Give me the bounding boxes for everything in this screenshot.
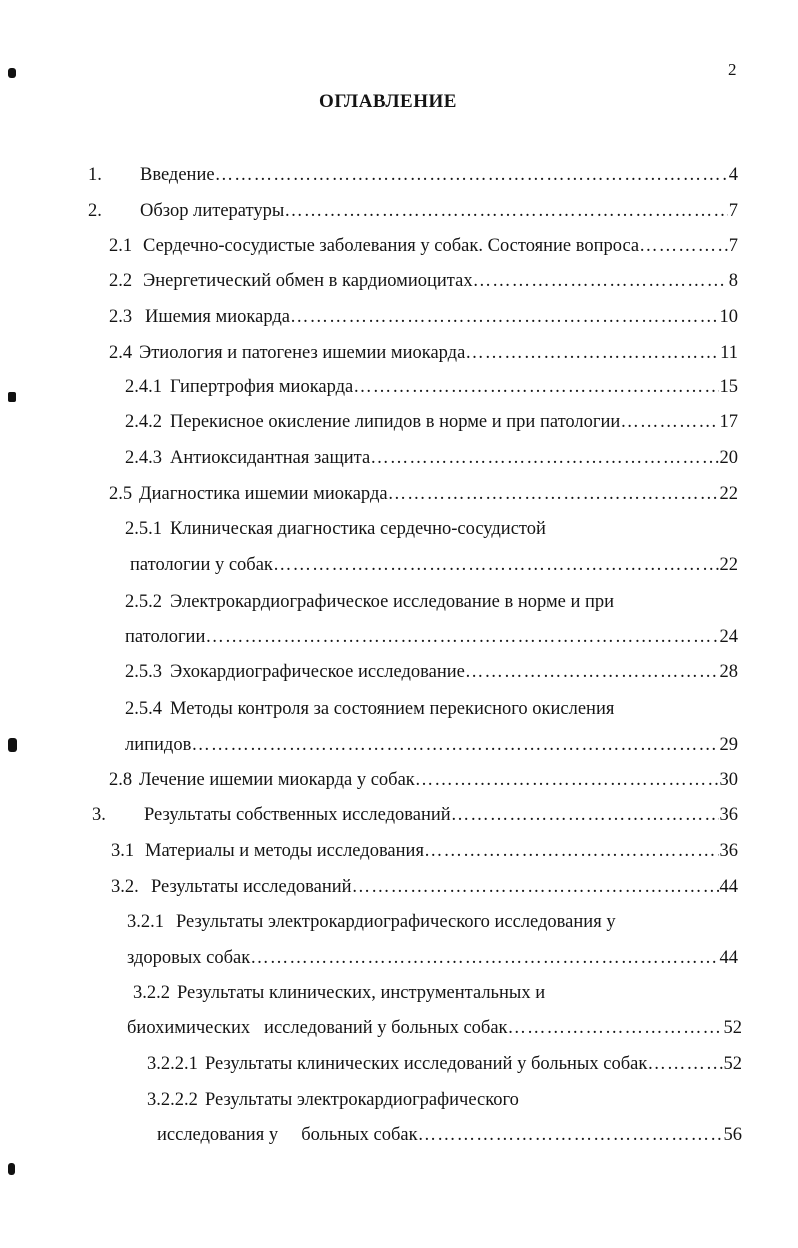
toc-entry <box>92 802 738 828</box>
toc-entry <box>111 838 738 864</box>
toc-entry-page: 7 <box>728 236 738 256</box>
toc-entry-page: 28 <box>719 662 738 682</box>
toc-entry-number: 3.2.2.1 <box>147 1054 198 1074</box>
toc-entry <box>125 659 738 685</box>
toc-entry <box>88 198 738 224</box>
dot-leader <box>451 802 719 828</box>
toc-entry-title-cont: исследования у больных собак <box>157 1125 418 1145</box>
dot-leader <box>352 874 719 900</box>
toc-entry <box>147 1051 742 1077</box>
toc-entry-title: Сердечно-сосудистые заболевания у собак. Состояние вопроса <box>143 236 640 256</box>
toc-entry-title: Диагностика ишемии миокарда <box>139 484 388 504</box>
toc-entry-title: Перекисное окисление липидов в норме и при патологии <box>170 412 621 432</box>
toc-entry-continuation <box>125 732 738 758</box>
dot-leader <box>370 445 718 471</box>
dot-leader <box>273 552 719 578</box>
toc-entry-title-cont: биохимических исследований у больных собак <box>127 1018 508 1038</box>
dot-leader <box>465 659 719 685</box>
toc-entry <box>125 374 738 400</box>
toc-entry-number: 3.2.2.2 <box>147 1090 198 1110</box>
toc-entry <box>133 980 738 1006</box>
toc-entry-title: Эхокардиографическое исследование <box>170 662 465 682</box>
toc-entry-number: 2.5.4 <box>125 699 162 719</box>
dot-leader <box>508 1015 723 1041</box>
toc-entry-continuation <box>127 945 738 971</box>
toc-entry-title: Результаты исследований <box>151 877 352 897</box>
toc-entry <box>109 340 738 366</box>
dot-leader <box>418 1122 723 1148</box>
toc-entry-number: 2.5.3 <box>125 662 162 682</box>
dot-leader <box>473 268 728 294</box>
toc-entry-number: 2. <box>88 201 102 221</box>
toc-entry-title-cont: патологии <box>125 627 206 647</box>
toc-entry <box>109 233 738 259</box>
toc-entry <box>125 516 738 542</box>
toc-entry-number: 2.4.2 <box>125 412 162 432</box>
dot-leader <box>215 162 728 188</box>
toc-entry-continuation <box>125 624 738 650</box>
toc-entry <box>109 304 738 330</box>
dot-leader <box>250 945 718 971</box>
dot-leader <box>424 838 719 864</box>
toc-entry-title: Ишемия миокарда <box>145 307 290 327</box>
toc-entry-number: 2.5.1 <box>125 519 162 539</box>
toc-entry-title: Результаты клинических, инструментальных и <box>177 983 546 1003</box>
scan-mark <box>8 1163 15 1175</box>
toc-entry-number: 2.8 <box>109 770 133 790</box>
toc-entry-title: Антиоксидантная защита <box>170 448 371 468</box>
toc-entry-title: Этиология и патогенез ишемии миокарда <box>139 343 466 363</box>
toc-entry-page: 30 <box>719 770 738 790</box>
toc-entry <box>109 268 738 294</box>
toc-entry-number: 2.3 <box>109 307 133 327</box>
toc-entry <box>147 1087 742 1113</box>
toc-entry-page: 17 <box>719 412 738 432</box>
scan-mark <box>8 68 16 78</box>
toc-entry-title: Результаты электрокардиографического исследования у <box>176 912 616 932</box>
toc-entry-page: 15 <box>719 377 738 397</box>
toc-entry-page: 36 <box>719 841 738 861</box>
toc-entry-page: 10 <box>719 307 738 327</box>
page-title: ОГЛАВЛЕНИЕ <box>319 91 457 112</box>
toc-entry-title: Гипертрофия миокарда <box>170 377 354 397</box>
toc-entry <box>125 445 738 471</box>
dot-leader <box>284 198 727 224</box>
dot-leader <box>647 1051 722 1077</box>
toc-entry-number: 2.4.3 <box>125 448 162 468</box>
toc-entry-number: 2.5 <box>109 484 133 504</box>
toc-entry-title: Результаты собственных исследований <box>144 805 451 825</box>
toc-entry <box>88 162 738 188</box>
toc-entry <box>125 409 738 435</box>
toc-entry-page: 52 <box>723 1054 742 1074</box>
dot-leader <box>388 481 719 507</box>
toc-entry-page: 8 <box>728 271 738 291</box>
toc-entry-number: 3.2.2 <box>133 983 170 1003</box>
toc-entry-title: Методы контроля за состоянием перекисного окисления <box>170 699 615 719</box>
dot-leader <box>290 304 719 330</box>
toc-entry-number: 2.5.2 <box>125 592 162 612</box>
toc-entry-continuation <box>127 1015 742 1041</box>
toc-entry-number: 2.2 <box>109 271 133 291</box>
dot-leader <box>639 233 728 259</box>
toc-entry-page: 20 <box>719 448 738 468</box>
toc-entry-page: 52 <box>723 1018 742 1038</box>
toc-entry-title: Энергетический обмен в кардиомиоцитах <box>143 271 473 291</box>
toc-entry-number: 2.1 <box>109 236 133 256</box>
dot-leader <box>191 732 718 758</box>
toc-entry-number: 3.2.1 <box>127 912 164 932</box>
toc-entry-number: 3.2. <box>111 877 139 897</box>
toc-entry-title-cont: липидов <box>125 735 192 755</box>
toc-entry-page: 44 <box>719 948 738 968</box>
toc-entry-page: 56 <box>723 1125 742 1145</box>
dot-leader <box>353 374 718 400</box>
dot-leader <box>620 409 718 435</box>
toc-entry <box>125 589 738 615</box>
toc-entry-page: 4 <box>728 165 738 185</box>
toc-entry-number: 1. <box>88 165 102 185</box>
toc-entry-page: 7 <box>728 201 738 221</box>
toc-entry-title: Результаты клинических исследований у больных собак <box>205 1054 648 1074</box>
dot-leader <box>415 767 719 793</box>
toc-entry-title: Лечение ишемии миокарда у собак <box>139 770 415 790</box>
dot-leader <box>465 340 719 366</box>
toc-entry <box>109 767 738 793</box>
toc-entry <box>109 481 738 507</box>
toc-entry-number: 3.1 <box>111 841 135 861</box>
toc-entry-page: 29 <box>719 735 738 755</box>
toc-entry-title: Введение <box>140 165 215 185</box>
toc-entry-page: 22 <box>719 555 738 575</box>
dot-leader <box>205 624 718 650</box>
toc-entry <box>127 909 738 935</box>
toc-entry-title-cont: здоровых собак <box>127 948 251 968</box>
toc-entry <box>111 874 738 900</box>
scan-mark <box>8 738 17 752</box>
toc-entry-page: 22 <box>719 484 738 504</box>
toc-entry-page: 24 <box>719 627 738 647</box>
toc-entry-page: 44 <box>719 877 738 897</box>
toc-entry-number: 3. <box>92 805 106 825</box>
toc-entry-title: Результаты электрокардиографического <box>205 1090 519 1110</box>
toc-entry-title: Клиническая диагностика сердечно-сосудистой <box>170 519 546 539</box>
toc-entry-title-cont: патологии у собак <box>130 555 273 575</box>
toc-entry-title: Обзор литературы <box>140 201 285 221</box>
toc-entry-number: 2.4 <box>109 343 133 363</box>
page-number: 2 <box>728 60 737 79</box>
toc-entry-page: 11 <box>720 343 738 363</box>
toc-entry <box>125 696 738 722</box>
toc-entry-continuation <box>157 1122 742 1148</box>
toc-entry-page: 36 <box>719 805 738 825</box>
toc-entry-number: 2.4.1 <box>125 377 162 397</box>
toc-entry-title: Электрокардиографическое исследование в норме и при <box>170 592 615 612</box>
scan-mark <box>8 392 16 402</box>
toc-entry-title: Материалы и методы исследования <box>145 841 424 861</box>
toc-entry-continuation <box>130 552 738 578</box>
